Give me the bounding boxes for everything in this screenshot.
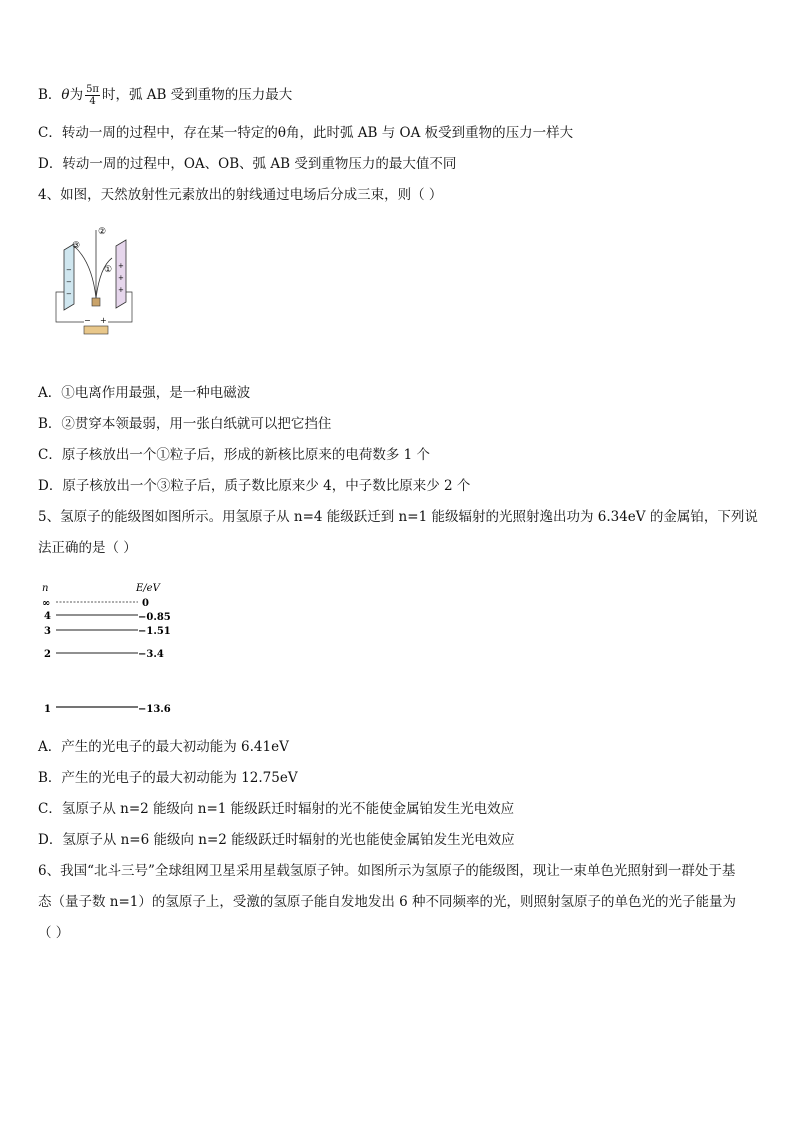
svg-text:−: − xyxy=(66,290,72,298)
energy-axis-label: E/eV xyxy=(136,583,160,594)
n-axis-label: n xyxy=(42,583,49,594)
theta-symbol: θ xyxy=(61,87,70,103)
ray-1-label: ① xyxy=(104,265,113,275)
q3-option-d: D．转动一周的过程中，OA、OB、弧 AB 受到重物压力的最大值不同 xyxy=(38,156,457,172)
radiation-field-figure xyxy=(48,222,148,342)
q5-stem-line2: 法正确的是（ ） xyxy=(38,540,137,556)
svg-text:+: + xyxy=(118,274,124,282)
svg-text:∞: ∞ xyxy=(42,598,51,609)
q5-option-a: A．产生的光电子的最大初动能为 6.41eV xyxy=(38,739,289,755)
q4-option-a: A．①电离作用最强，是一种电磁波 xyxy=(38,385,251,401)
battery xyxy=(84,326,108,334)
q3-option-c: C．转动一周的过程中，存在某一特定的θ角，此时弧 AB 与 OA 板受到重物的压力一样大 xyxy=(38,125,574,141)
battery-plus: + xyxy=(100,316,107,325)
fraction-numerator: 5π xyxy=(86,84,99,95)
q5-stem-line1: 5、氢原子的能级图如图所示。用氢原子从 n=4 能级跃迁到 n=1 能级辐射的光照射逸出功为 6.34eV 的金属铂，下列说 xyxy=(38,509,758,525)
svg-text:0: 0 xyxy=(142,598,149,609)
svg-text:+: + xyxy=(118,286,124,294)
svg-text:1: 1 xyxy=(44,704,51,715)
battery-minus: − xyxy=(84,316,91,325)
radioactive-source xyxy=(92,298,100,306)
ray-3-label: ③ xyxy=(72,241,81,251)
q6-stem-line2: 态（量子数 n=1）的氢原子上，受激的氢原子能自发地发出 6 种不同频率的光，则照射氢原子的单色光的光子能量为 xyxy=(38,894,737,910)
q5-option-d: D．氢原子从 n=6 能级向 n=2 能级跃迁时辐射的光也能使金属铂发生光电效应 xyxy=(38,832,515,848)
svg-text:−13.6: −13.6 xyxy=(138,704,171,715)
level-inf xyxy=(42,598,149,609)
ray-2-label: ② xyxy=(98,227,107,237)
svg-text:3: 3 xyxy=(44,626,51,637)
svg-text:2: 2 xyxy=(44,649,51,660)
q3-option-b xyxy=(38,84,292,107)
fraction xyxy=(85,84,100,107)
negative-plate xyxy=(64,244,74,310)
q4-option-b: B．②贯穿本领最弱，用一张白纸就可以把它挡住 xyxy=(38,416,332,432)
q3-option-b-for: 为 xyxy=(69,87,84,103)
ray-3-path xyxy=(74,246,96,298)
level-1 xyxy=(44,704,171,715)
q5-option-c: C．氢原子从 n=2 能级向 n=1 能级跃迁时辐射的光不能使金属铂发生光电效应 xyxy=(38,801,515,817)
level-4 xyxy=(44,611,171,623)
svg-text:−: − xyxy=(66,266,72,274)
q3-option-b-prefix: B． xyxy=(38,87,62,103)
q6-stem-line3: （ ） xyxy=(38,925,70,941)
svg-text:−3.4: −3.4 xyxy=(138,649,164,660)
q3-option-b-rest: 时，弧 AB 受到重物的压力最大 xyxy=(102,87,293,103)
level-3 xyxy=(44,626,171,637)
fraction-denominator: 4 xyxy=(89,96,96,107)
level-2 xyxy=(44,649,164,660)
svg-text:4: 4 xyxy=(44,611,51,622)
q4-stem: 4、如图，天然放射性元素放出的射线通过电场后分成三束，则（ ） xyxy=(38,187,443,203)
q4-option-d: D．原子核放出一个③粒子后，质子数比原来少 4，中子数比原来少 2 个 xyxy=(38,478,471,494)
q6-stem-line1: 6、我国“北斗三号”全球组网卫星采用星载氢原子钟。如图所示为氢原子的能级图，现让一束单色光照射到一群处于基 xyxy=(38,863,736,879)
svg-text:−1.51: −1.51 xyxy=(138,626,171,637)
energy-level-diagram xyxy=(38,580,198,720)
svg-text:+: + xyxy=(118,262,124,270)
q4-option-c: C．原子核放出一个①粒子后，形成的新核比原来的电荷数多 1 个 xyxy=(38,447,431,463)
svg-text:−0.85: −0.85 xyxy=(138,612,171,623)
ray-1-path xyxy=(96,258,112,298)
q5-option-b: B．产生的光电子的最大初动能为 12.75eV xyxy=(38,770,298,786)
svg-text:−: − xyxy=(66,278,72,286)
